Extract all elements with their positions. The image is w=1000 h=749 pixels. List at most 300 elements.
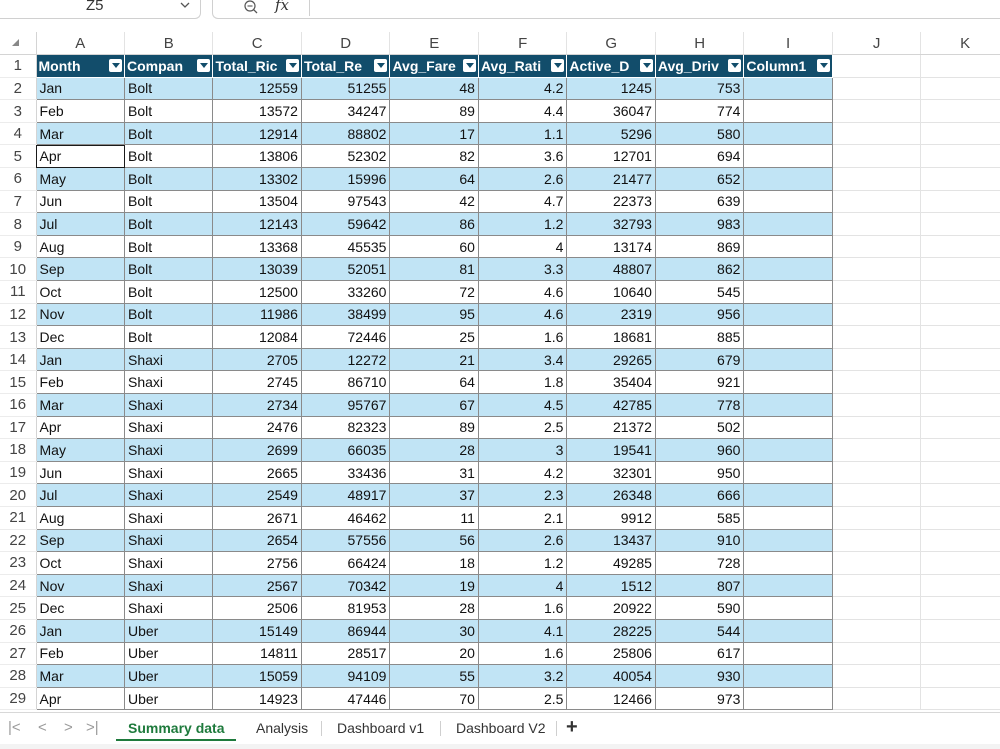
table-cell[interactable]: 2567: [213, 574, 301, 597]
table-cell[interactable]: Shaxi: [125, 348, 213, 371]
table-cell[interactable]: 3.3: [478, 258, 566, 281]
grid-cell[interactable]: [921, 439, 1000, 462]
table-cell[interactable]: [744, 348, 832, 371]
table-cell[interactable]: Dec: [36, 326, 124, 349]
table-cell[interactable]: [744, 619, 832, 642]
first-sheet-button[interactable]: |<: [8, 719, 21, 736]
grid-cell[interactable]: [832, 258, 920, 281]
grid-cell[interactable]: [921, 529, 1000, 552]
grid-cell[interactable]: [832, 55, 920, 78]
table-cell[interactable]: 45535: [301, 235, 389, 258]
table-cell[interactable]: 885: [655, 326, 743, 349]
table-cell[interactable]: Bolt: [125, 258, 213, 281]
column-header-g[interactable]: G: [567, 32, 655, 55]
table-cell[interactable]: 20: [390, 642, 478, 665]
grid-cell[interactable]: [832, 574, 920, 597]
grid-cell[interactable]: [921, 122, 1000, 145]
table-cell[interactable]: Jan: [36, 619, 124, 642]
table-cell[interactable]: 48807: [567, 258, 655, 281]
table-cell[interactable]: 2756: [213, 552, 301, 575]
table-cell[interactable]: 51255: [301, 77, 389, 100]
grid-cell[interactable]: [921, 394, 1000, 417]
row-header[interactable]: 25: [0, 597, 36, 620]
table-header-cell[interactable]: [744, 55, 832, 78]
table-cell[interactable]: Apr: [36, 145, 124, 168]
table-cell[interactable]: 930: [655, 665, 743, 688]
column-header-a[interactable]: A: [36, 32, 124, 55]
table-cell[interactable]: 15996: [301, 168, 389, 191]
table-cell[interactable]: 2476: [213, 416, 301, 439]
table-cell[interactable]: 35404: [567, 371, 655, 394]
table-cell[interactable]: 31: [390, 461, 478, 484]
row-header[interactable]: 16: [0, 394, 36, 417]
table-cell[interactable]: 910: [655, 529, 743, 552]
grid-cell[interactable]: [832, 168, 920, 191]
table-cell[interactable]: 21: [390, 348, 478, 371]
table-cell[interactable]: Jul: [36, 484, 124, 507]
table-cell[interactable]: [744, 235, 832, 258]
table-cell[interactable]: 86944: [301, 619, 389, 642]
table-cell[interactable]: 1.6: [478, 326, 566, 349]
row-header[interactable]: 20: [0, 484, 36, 507]
table-cell[interactable]: 33260: [301, 281, 389, 304]
table-cell[interactable]: 2665: [213, 461, 301, 484]
grid-cell[interactable]: [921, 100, 1000, 123]
table-cell[interactable]: [744, 529, 832, 552]
row-header[interactable]: 22: [0, 529, 36, 552]
table-cell[interactable]: May: [36, 439, 124, 462]
table-cell[interactable]: 544: [655, 619, 743, 642]
grid-cell[interactable]: [832, 461, 920, 484]
select-all-icon[interactable]: [12, 39, 19, 46]
table-cell[interactable]: [744, 258, 832, 281]
table-cell[interactable]: 2.6: [478, 168, 566, 191]
table-cell[interactable]: 12701: [567, 145, 655, 168]
table-cell[interactable]: 13174: [567, 235, 655, 258]
table-cell[interactable]: [744, 190, 832, 213]
table-cell[interactable]: 46462: [301, 506, 389, 529]
grid-cell[interactable]: [832, 326, 920, 349]
table-header-cell[interactable]: [125, 55, 213, 78]
table-cell[interactable]: 4.6: [478, 303, 566, 326]
table-cell[interactable]: Uber: [125, 665, 213, 688]
table-cell[interactable]: 10640: [567, 281, 655, 304]
grid-cell[interactable]: [921, 258, 1000, 281]
table-cell[interactable]: [744, 687, 832, 710]
table-cell[interactable]: 2549: [213, 484, 301, 507]
table-cell[interactable]: 4.5: [478, 394, 566, 417]
table-cell[interactable]: 72: [390, 281, 478, 304]
table-cell[interactable]: 82: [390, 145, 478, 168]
table-cell[interactable]: [744, 326, 832, 349]
table-cell[interactable]: 89: [390, 100, 478, 123]
table-cell[interactable]: 4.6: [478, 281, 566, 304]
table-cell[interactable]: [744, 213, 832, 236]
grid-cell[interactable]: [832, 371, 920, 394]
table-cell[interactable]: 14811: [213, 642, 301, 665]
table-cell[interactable]: Bolt: [125, 122, 213, 145]
table-cell[interactable]: 4.1: [478, 619, 566, 642]
row-header[interactable]: 9: [0, 235, 36, 258]
table-cell[interactable]: 81: [390, 258, 478, 281]
table-cell[interactable]: 973: [655, 687, 743, 710]
row-header[interactable]: 6: [0, 168, 36, 191]
grid-cell[interactable]: [832, 213, 920, 236]
table-cell[interactable]: Bolt: [125, 77, 213, 100]
row-header[interactable]: 2: [0, 77, 36, 100]
row-header[interactable]: 21: [0, 506, 36, 529]
filter-dropdown-icon[interactable]: [109, 59, 122, 72]
row-header[interactable]: 28: [0, 665, 36, 688]
table-cell[interactable]: Shaxi: [125, 439, 213, 462]
table-cell[interactable]: 12272: [301, 348, 389, 371]
table-cell[interactable]: 25806: [567, 642, 655, 665]
table-cell[interactable]: 2734: [213, 394, 301, 417]
table-cell[interactable]: Apr: [36, 416, 124, 439]
table-cell[interactable]: 2.6: [478, 529, 566, 552]
grid-cell[interactable]: [832, 190, 920, 213]
grid-cell[interactable]: [921, 687, 1000, 710]
grid-cell[interactable]: [832, 665, 920, 688]
table-cell[interactable]: 2699: [213, 439, 301, 462]
table-cell[interactable]: 2654: [213, 529, 301, 552]
column-header-f[interactable]: F: [478, 32, 566, 55]
table-cell[interactable]: 1.1: [478, 122, 566, 145]
table-cell[interactable]: Shaxi: [125, 506, 213, 529]
table-cell[interactable]: [744, 371, 832, 394]
row-header[interactable]: 26: [0, 619, 36, 642]
tab-dashboard-v1[interactable]: Dashboard v1: [337, 720, 425, 736]
table-cell[interactable]: Mar: [36, 122, 124, 145]
table-cell[interactable]: 56: [390, 529, 478, 552]
table-cell[interactable]: 12143: [213, 213, 301, 236]
table-cell[interactable]: 25: [390, 326, 478, 349]
table-cell[interactable]: 48: [390, 77, 478, 100]
grid-cell[interactable]: [832, 235, 920, 258]
table-cell[interactable]: 2705: [213, 348, 301, 371]
table-cell[interactable]: Uber: [125, 619, 213, 642]
row-header[interactable]: 5: [0, 145, 36, 168]
grid-cell[interactable]: [832, 506, 920, 529]
grid-cell[interactable]: [921, 506, 1000, 529]
table-cell[interactable]: 983: [655, 213, 743, 236]
table-cell[interactable]: 3.4: [478, 348, 566, 371]
filter-dropdown-icon[interactable]: [197, 59, 210, 72]
row-header[interactable]: 29: [0, 687, 36, 710]
table-cell[interactable]: 12084: [213, 326, 301, 349]
row-header[interactable]: 15: [0, 371, 36, 394]
select-all-corner[interactable]: [0, 32, 36, 55]
table-cell[interactable]: 49285: [567, 552, 655, 575]
filter-dropdown-icon[interactable]: [463, 59, 476, 72]
table-cell[interactable]: Bolt: [125, 303, 213, 326]
table-cell[interactable]: 36047: [567, 100, 655, 123]
table-cell[interactable]: 33436: [301, 461, 389, 484]
table-cell[interactable]: 21477: [567, 168, 655, 191]
tab-dashboard-v2[interactable]: Dashboard V2: [456, 720, 546, 736]
table-cell[interactable]: 47446: [301, 687, 389, 710]
table-cell[interactable]: Bolt: [125, 145, 213, 168]
filter-dropdown-icon[interactable]: [728, 59, 741, 72]
table-cell[interactable]: 3: [478, 439, 566, 462]
table-cell[interactable]: 590: [655, 597, 743, 620]
table-cell[interactable]: 13368: [213, 235, 301, 258]
grid-cell[interactable]: [832, 77, 920, 100]
next-sheet-button[interactable]: >: [64, 719, 73, 736]
table-cell[interactable]: 59642: [301, 213, 389, 236]
table-cell[interactable]: Feb: [36, 100, 124, 123]
table-header-cell[interactable]: [301, 55, 389, 78]
table-cell[interactable]: 95767: [301, 394, 389, 417]
column-header-k[interactable]: K: [921, 32, 1000, 55]
row-header[interactable]: 17: [0, 416, 36, 439]
grid-cell[interactable]: [832, 122, 920, 145]
table-cell[interactable]: Oct: [36, 552, 124, 575]
table-cell[interactable]: Feb: [36, 371, 124, 394]
column-header-j[interactable]: J: [832, 32, 920, 55]
table-cell[interactable]: [744, 281, 832, 304]
table-cell[interactable]: Mar: [36, 394, 124, 417]
table-cell[interactable]: 2.1: [478, 506, 566, 529]
grid-cell[interactable]: [832, 642, 920, 665]
prev-sheet-button[interactable]: <: [38, 719, 47, 736]
table-cell[interactable]: Shaxi: [125, 529, 213, 552]
grid-cell[interactable]: [921, 371, 1000, 394]
table-cell[interactable]: 753: [655, 77, 743, 100]
row-header[interactable]: 4: [0, 122, 36, 145]
table-cell[interactable]: Apr: [36, 687, 124, 710]
table-cell[interactable]: 28517: [301, 642, 389, 665]
table-cell[interactable]: 37: [390, 484, 478, 507]
add-sheet-button[interactable]: +: [566, 716, 578, 738]
grid-cell[interactable]: [832, 281, 920, 304]
table-cell[interactable]: 66424: [301, 552, 389, 575]
table-cell[interactable]: 13572: [213, 100, 301, 123]
table-cell[interactable]: Dec: [36, 597, 124, 620]
table-cell[interactable]: 42: [390, 190, 478, 213]
table-cell[interactable]: 52051: [301, 258, 389, 281]
table-cell[interactable]: 2.3: [478, 484, 566, 507]
table-cell[interactable]: 1512: [567, 574, 655, 597]
table-cell[interactable]: Shaxi: [125, 597, 213, 620]
row-header[interactable]: 3: [0, 100, 36, 123]
table-cell[interactable]: Jul: [36, 213, 124, 236]
table-cell[interactable]: 94109: [301, 665, 389, 688]
table-cell[interactable]: 9912: [567, 506, 655, 529]
grid-cell[interactable]: [832, 394, 920, 417]
table-cell[interactable]: 679: [655, 348, 743, 371]
table-cell[interactable]: [744, 642, 832, 665]
table-cell[interactable]: 38499: [301, 303, 389, 326]
grid-cell[interactable]: [832, 145, 920, 168]
table-cell[interactable]: 21372: [567, 416, 655, 439]
table-cell[interactable]: Uber: [125, 687, 213, 710]
table-cell[interactable]: 666: [655, 484, 743, 507]
name-box[interactable]: [0, 0, 201, 19]
grid-cell[interactable]: [921, 55, 1000, 78]
table-cell[interactable]: Aug: [36, 506, 124, 529]
grid-cell[interactable]: [832, 416, 920, 439]
filter-dropdown-icon[interactable]: [374, 59, 387, 72]
table-cell[interactable]: 88802: [301, 122, 389, 145]
grid-cell[interactable]: [921, 619, 1000, 642]
table-cell[interactable]: 13437: [567, 529, 655, 552]
table-cell[interactable]: 32301: [567, 461, 655, 484]
table-cell[interactable]: [744, 484, 832, 507]
table-cell[interactable]: [744, 122, 832, 145]
table-cell[interactable]: Aug: [36, 235, 124, 258]
table-cell[interactable]: Nov: [36, 574, 124, 597]
table-cell[interactable]: 950: [655, 461, 743, 484]
row-header[interactable]: 12: [0, 303, 36, 326]
table-cell[interactable]: 42785: [567, 394, 655, 417]
table-cell[interactable]: May: [36, 168, 124, 191]
table-cell[interactable]: 4.2: [478, 77, 566, 100]
table-cell[interactable]: 72446: [301, 326, 389, 349]
grid-cell[interactable]: [832, 687, 920, 710]
table-cell[interactable]: Bolt: [125, 168, 213, 191]
table-header-cell[interactable]: [36, 55, 124, 78]
table-cell[interactable]: 862: [655, 258, 743, 281]
table-cell[interactable]: Sep: [36, 529, 124, 552]
table-header-cell[interactable]: [213, 55, 301, 78]
table-cell[interactable]: [744, 168, 832, 191]
grid-cell[interactable]: [921, 303, 1000, 326]
table-cell[interactable]: 956: [655, 303, 743, 326]
grid-cell[interactable]: [921, 574, 1000, 597]
table-cell[interactable]: 960: [655, 439, 743, 462]
row-header[interactable]: 10: [0, 258, 36, 281]
grid-cell[interactable]: [832, 439, 920, 462]
table-cell[interactable]: 48917: [301, 484, 389, 507]
table-cell[interactable]: 14923: [213, 687, 301, 710]
formula-input[interactable]: [212, 0, 1000, 19]
grid-cell[interactable]: [921, 145, 1000, 168]
chevron-down-icon[interactable]: [179, 0, 191, 11]
table-cell[interactable]: 66035: [301, 439, 389, 462]
table-cell[interactable]: 4: [478, 235, 566, 258]
table-cell[interactable]: 585: [655, 506, 743, 529]
table-cell[interactable]: Sep: [36, 258, 124, 281]
grid-cell[interactable]: [921, 77, 1000, 100]
table-cell[interactable]: 86: [390, 213, 478, 236]
grid-cell[interactable]: [921, 642, 1000, 665]
table-cell[interactable]: 52302: [301, 145, 389, 168]
table-cell[interactable]: 86710: [301, 371, 389, 394]
table-cell[interactable]: 18681: [567, 326, 655, 349]
table-cell[interactable]: 13039: [213, 258, 301, 281]
table-cell[interactable]: Jun: [36, 190, 124, 213]
row-header[interactable]: 8: [0, 213, 36, 236]
table-cell[interactable]: 545: [655, 281, 743, 304]
table-cell[interactable]: [744, 394, 832, 417]
table-cell[interactable]: [744, 416, 832, 439]
table-cell[interactable]: 55: [390, 665, 478, 688]
row-header[interactable]: 1: [0, 55, 36, 78]
table-cell[interactable]: 15149: [213, 619, 301, 642]
grid-cell[interactable]: [921, 190, 1000, 213]
table-cell[interactable]: 64: [390, 371, 478, 394]
grid-cell[interactable]: [921, 235, 1000, 258]
grid-cell[interactable]: [921, 213, 1000, 236]
row-header[interactable]: 19: [0, 461, 36, 484]
column-header-b[interactable]: B: [125, 32, 213, 55]
table-cell[interactable]: 34247: [301, 100, 389, 123]
table-cell[interactable]: [744, 303, 832, 326]
filter-dropdown-icon[interactable]: [640, 59, 653, 72]
row-header[interactable]: 27: [0, 642, 36, 665]
column-header-e[interactable]: E: [390, 32, 478, 55]
table-cell[interactable]: 12466: [567, 687, 655, 710]
table-cell[interactable]: 3.2: [478, 665, 566, 688]
table-cell[interactable]: 2.5: [478, 416, 566, 439]
table-cell[interactable]: 19541: [567, 439, 655, 462]
table-cell[interactable]: 57556: [301, 529, 389, 552]
table-cell[interactable]: 694: [655, 145, 743, 168]
grid-cell[interactable]: [832, 484, 920, 507]
row-header[interactable]: 23: [0, 552, 36, 575]
table-cell[interactable]: 3.6: [478, 145, 566, 168]
grid-cell[interactable]: [921, 281, 1000, 304]
table-cell[interactable]: Bolt: [125, 213, 213, 236]
table-cell[interactable]: 639: [655, 190, 743, 213]
table-cell[interactable]: 1245: [567, 77, 655, 100]
table-cell[interactable]: 70: [390, 687, 478, 710]
table-cell[interactable]: 580: [655, 122, 743, 145]
table-cell[interactable]: 17: [390, 122, 478, 145]
table-cell[interactable]: 4: [478, 574, 566, 597]
table-cell[interactable]: 2.5: [478, 687, 566, 710]
table-cell[interactable]: 1.2: [478, 552, 566, 575]
table-cell[interactable]: 32793: [567, 213, 655, 236]
table-cell[interactable]: 4.2: [478, 461, 566, 484]
filter-dropdown-icon[interactable]: [286, 59, 299, 72]
table-cell[interactable]: Jan: [36, 77, 124, 100]
table-cell[interactable]: 40054: [567, 665, 655, 688]
table-cell[interactable]: Nov: [36, 303, 124, 326]
table-cell[interactable]: [744, 100, 832, 123]
table-cell[interactable]: 11986: [213, 303, 301, 326]
table-cell[interactable]: 617: [655, 642, 743, 665]
table-cell[interactable]: Bolt: [125, 326, 213, 349]
fx-icon[interactable]: fx: [275, 0, 290, 14]
table-cell[interactable]: Bolt: [125, 235, 213, 258]
table-cell[interactable]: [744, 439, 832, 462]
tab-summary-data[interactable]: Summary data: [116, 713, 236, 741]
last-sheet-button[interactable]: >|: [86, 719, 99, 736]
filter-dropdown-icon[interactable]: [817, 59, 830, 72]
table-cell[interactable]: [744, 506, 832, 529]
row-header[interactable]: 11: [0, 281, 36, 304]
grid-cell[interactable]: [921, 665, 1000, 688]
table-cell[interactable]: Jan: [36, 348, 124, 371]
table-cell[interactable]: 28225: [567, 619, 655, 642]
table-cell[interactable]: 1.8: [478, 371, 566, 394]
grid-cell[interactable]: [921, 552, 1000, 575]
grid-cell[interactable]: [921, 461, 1000, 484]
table-cell[interactable]: Shaxi: [125, 371, 213, 394]
grid-cell[interactable]: [832, 303, 920, 326]
table-cell[interactable]: 82323: [301, 416, 389, 439]
table-cell[interactable]: 1.6: [478, 642, 566, 665]
table-cell[interactable]: 26348: [567, 484, 655, 507]
table-cell[interactable]: 502: [655, 416, 743, 439]
table-cell[interactable]: 20922: [567, 597, 655, 620]
table-cell[interactable]: 60: [390, 235, 478, 258]
table-cell[interactable]: 12559: [213, 77, 301, 100]
table-cell[interactable]: [744, 77, 832, 100]
table-cell[interactable]: 5296: [567, 122, 655, 145]
